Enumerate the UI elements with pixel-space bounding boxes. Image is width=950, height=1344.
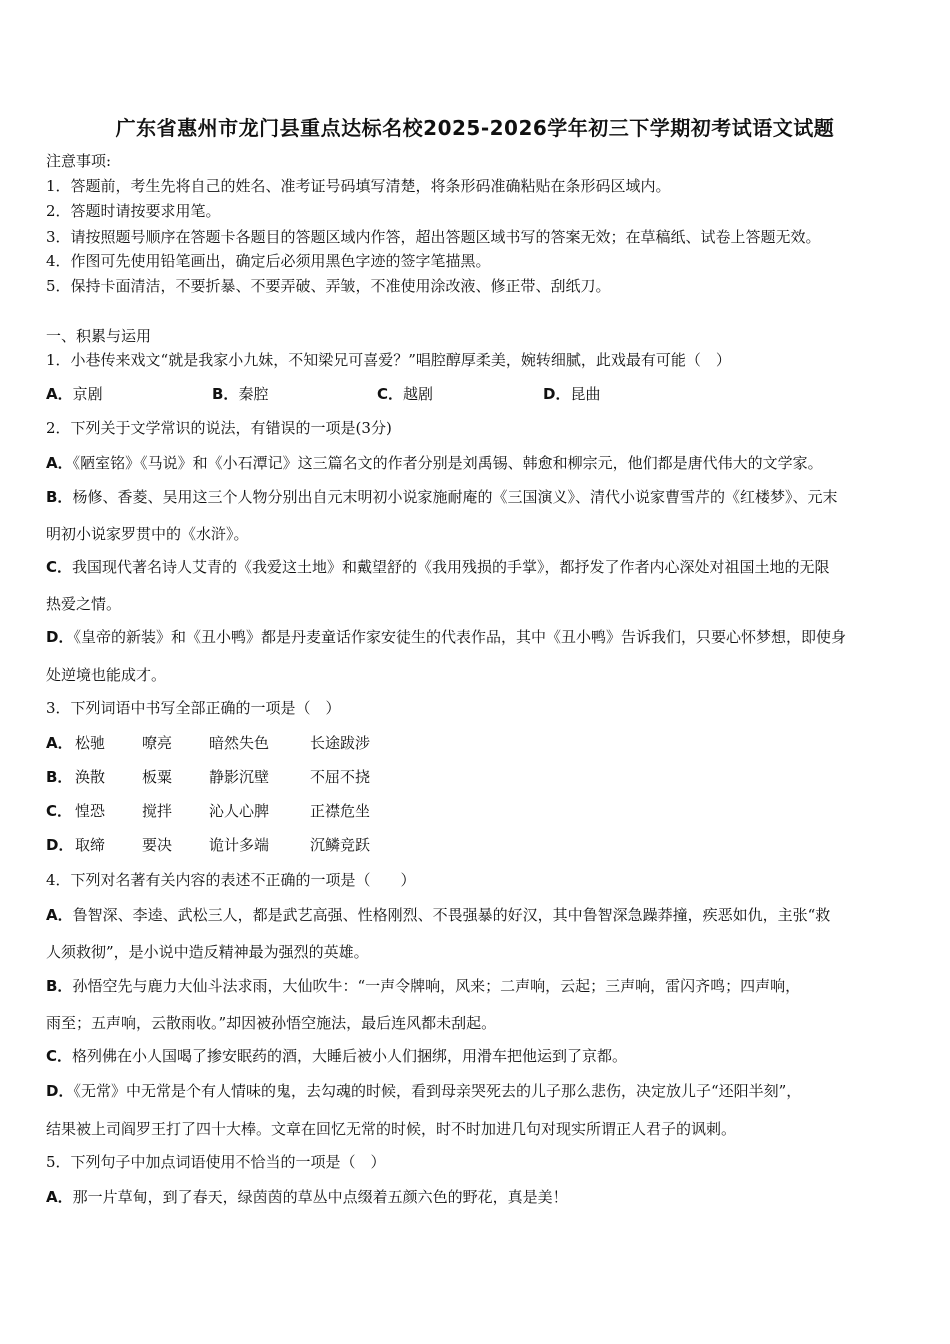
option-label: B． xyxy=(46,977,73,995)
q4-option-d xyxy=(46,1081,916,1101)
section-heading: 一、积累与运用 xyxy=(46,327,152,345)
question-2-stem: 2．下列关于文学常识的说法，有错误的一项是(3分) xyxy=(46,419,392,437)
option-label: C． xyxy=(46,558,73,576)
option-text: 孙悟空先与鹿力大仙斗法求雨，大仙吹牛：“一声令牌响，风来；二声响，云起；三声响，雷闪齐鸣；四声响， xyxy=(72,977,801,995)
q3-word: 静影沉壁 xyxy=(209,768,270,786)
q5-option-a xyxy=(46,1187,916,1207)
q3-word: 要决 xyxy=(142,836,173,854)
q3-word: 暗然失色 xyxy=(209,734,270,752)
q3-word: 沁人心脾 xyxy=(209,802,270,820)
notice-item: 3．请按照题号顺序在答题卡各题目的答题区域内作答，超出答题区域书写的答案无效；在草稿纸、试卷上答题无效。 xyxy=(46,228,821,246)
q3-word: 长途跋涉 xyxy=(310,734,371,752)
notice-item: 4．作图可先使用铅笔画出，确定后必须用黑色字迹的签字笔描黑。 xyxy=(46,252,491,270)
option-label: C． xyxy=(46,1047,73,1065)
option-text: 杨修、香菱、吴用这三个人物分别出自元末明初小说家施耐庵的《三国演义》、清代小说家曹雪芹的《红楼梦》、元末 xyxy=(72,488,838,506)
q3-row-c xyxy=(46,801,72,821)
option-label: A． xyxy=(46,906,73,924)
q2-option-c-cont: 热爱之情。 xyxy=(46,595,122,613)
option-text: 鲁智深、李逵、武松三人，都是武艺高强、性格刚烈、不畏强暴的好汉，其中鲁智深急躁莽撞，疾恶如仇，主张“救 xyxy=(72,906,831,924)
q3-word: 取缔 xyxy=(75,836,106,854)
q3-row-d xyxy=(46,835,73,855)
option-text: 我国现代著名诗人艾青的《我爱这土地》和戴望舒的《我用残损的手掌》，都抒发了作者内心深处对祖国土地的无限 xyxy=(72,558,830,576)
notice-item: 1．答题前，考生先将自己的姓名、准考证号码填写清楚，将条形码准确粘贴在条形码区域内。 xyxy=(46,177,671,195)
question-5-stem: 5．下列句子中加点词语使用不恰当的一项是（ ） xyxy=(46,1153,386,1171)
question-4-stem: 4．下列对名著有关内容的表述不正确的一项是（ ） xyxy=(46,871,416,889)
option-text: 《无常》中无常是个有人情味的鬼，去勾魂的时候，看到母亲哭死去的儿子那么悲伤，决定放儿子“还阳半刻”， xyxy=(73,1082,802,1100)
q2-option-d-cont: 处逆境也能成才。 xyxy=(46,666,167,684)
q3-row-a xyxy=(46,733,73,753)
option-label: C． xyxy=(46,802,73,820)
q3-word: 涣散 xyxy=(75,768,106,786)
q2-option-a xyxy=(46,453,916,473)
q3-word: 板粟 xyxy=(142,768,173,786)
q1-option-a xyxy=(46,384,103,404)
notice-item: 2．答题时请按要求用笔。 xyxy=(46,202,221,220)
q4-option-b-cont: 雨至；五声响，云散雨收。”却因被孙悟空施法，最后连风都未刮起。 xyxy=(46,1014,497,1032)
option-label: A． xyxy=(46,1188,73,1206)
option-label: D． xyxy=(46,836,74,854)
option-text: 京剧 xyxy=(72,385,103,403)
q4-option-a-cont: 人须救彻”，是小说中造反精神最为强烈的英雄。 xyxy=(46,943,369,961)
q1-option-c xyxy=(377,384,433,404)
option-label: A． xyxy=(46,734,73,752)
option-text: 《皇帝的新装》和《丑小鸭》都是丹麦童话作家安徒生的代表作品，其中《丑小鸭》告诉我们，只要心怀梦想，即使身 xyxy=(73,628,846,646)
option-label: D． xyxy=(543,385,571,403)
q4-option-b xyxy=(46,976,916,996)
option-text: 那一片草甸，到了春天，绿茵茵的草丛中点缀着五颜六色的野花，真是美！ xyxy=(72,1188,568,1206)
question-3-stem: 3．下列词语中书写全部正确的一项是（ ） xyxy=(46,699,341,717)
option-label: D． xyxy=(46,628,74,646)
option-label: D． xyxy=(46,1082,74,1100)
option-label: A． xyxy=(46,454,73,472)
option-text: 越剧 xyxy=(403,385,434,403)
q2-option-d xyxy=(46,627,916,647)
option-text: 秦腔 xyxy=(238,385,269,403)
q1-option-d xyxy=(543,384,600,404)
option-label: B． xyxy=(46,768,73,786)
option-label: B． xyxy=(46,488,73,506)
notice-heading: 注意事项: xyxy=(46,152,112,170)
q3-row-b xyxy=(46,767,72,787)
q2-option-b-cont: 明初小说家罗贯中的《水浒》。 xyxy=(46,525,249,543)
option-label: C． xyxy=(377,385,404,403)
q3-word: 诡计多端 xyxy=(209,836,270,854)
q3-word: 嘹亮 xyxy=(142,734,173,752)
q2-option-b xyxy=(46,487,916,507)
notice-item: 5．保持卡面清洁，不要折暴、不要弄破、弄皱，不准使用涂改液、修正带、刮纸刀。 xyxy=(46,277,611,295)
q2-option-c xyxy=(46,557,916,577)
question-1-stem: 1．小巷传来戏文“就是我家小九妹，不知梁兄可喜爱？”唱腔醇厚柔美，婉转细腻，此戏最有可能（ ） xyxy=(46,351,731,369)
option-label: B． xyxy=(212,385,239,403)
option-text: 昆曲 xyxy=(570,385,601,403)
q3-word: 不屈不挠 xyxy=(310,768,371,786)
option-text: 《陋室铭》《马说》和《小石潭记》这三篇名文的作者分别是刘禹锡、韩愈和柳宗元，他们都是唐代伟大的文学家。 xyxy=(72,454,823,472)
q3-word: 正襟危坐 xyxy=(310,802,371,820)
q3-word: 松驰 xyxy=(75,734,106,752)
q4-option-c xyxy=(46,1046,916,1066)
q4-option-a xyxy=(46,905,916,925)
option-label: A． xyxy=(46,385,73,403)
q3-word: 沉鳞竞跃 xyxy=(310,836,371,854)
option-text: 格列佛在小人国喝了掺安眠药的酒，大睡后被小人们捆绑，用滑车把他运到了京都。 xyxy=(72,1047,628,1065)
q3-word: 惶恐 xyxy=(75,802,106,820)
q3-word: 搅拌 xyxy=(142,802,173,820)
q4-option-d-cont: 结果被上司阎罗王打了四十大棒。文章在回忆无常的时候，时不时加进几句对现实所谓正人君子的讽刺。 xyxy=(46,1120,737,1138)
q1-option-b xyxy=(212,384,268,404)
page-title: 广东省惠州市龙门县重点达标名校2025-2026学年初三下学期初考试语文试题 xyxy=(115,116,835,140)
